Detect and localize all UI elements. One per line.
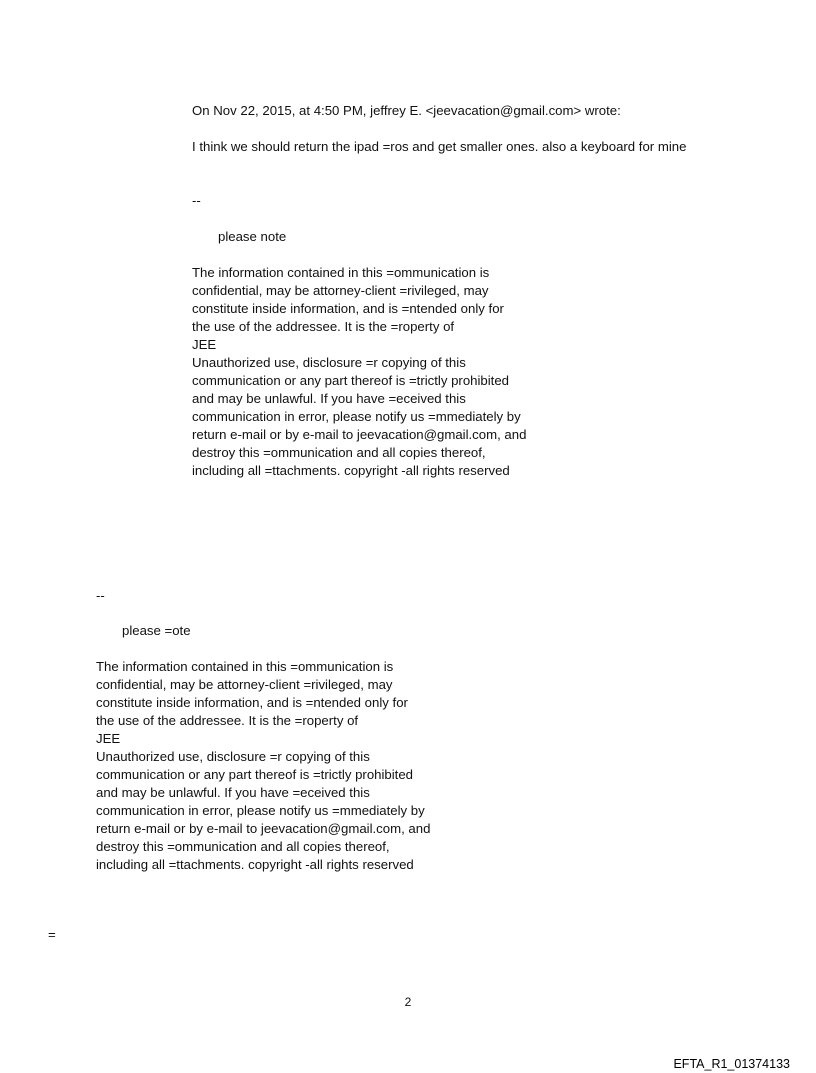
disclaimer-line: destroy this =ommunication and all copies thereof, bbox=[96, 839, 390, 854]
disclaimer-line: constitute inside information, and is =ntended only for bbox=[192, 301, 504, 316]
quoted-note-heading: please note bbox=[218, 229, 287, 244]
disclaimer-line: return e-mail or by e-mail to jeevacation@gmail.com, and bbox=[96, 821, 431, 836]
outer-note-heading: please =ote bbox=[122, 623, 191, 638]
disclaimer-line: communication in error, please notify us =mmediately by bbox=[192, 409, 521, 424]
disclaimer-line: communication or any part thereof is =trictly prohibited bbox=[192, 373, 510, 388]
outer-signature-separator: -- bbox=[96, 588, 105, 603]
disclaimer-line: confidential, may be attorney-client =rivileged, may bbox=[96, 677, 393, 692]
disclaimer-line: the use of the addressee. It is the =roperty of bbox=[192, 319, 455, 334]
disclaimer-line: JEE bbox=[96, 731, 121, 746]
disclaimer-line: The information contained in this =ommunication is bbox=[96, 659, 394, 674]
quoted-signature-separator: -- bbox=[192, 193, 201, 208]
disclaimer-line: Unauthorized use, disclosure =r copying of this bbox=[192, 355, 466, 370]
disclaimer-line: including all =ttachments. copyright -all rights reserved bbox=[96, 857, 414, 872]
disclaimer-line: JEE bbox=[192, 337, 217, 352]
disclaimer-line: destroy this =ommunication and all copies thereof, bbox=[192, 445, 486, 460]
disclaimer-line: communication in error, please notify us =mmediately by bbox=[96, 803, 425, 818]
trailing-marker: = bbox=[48, 927, 56, 942]
quoted-message-body: I think we should return the ipad =ros and get smaller ones. also a keyboard for mine bbox=[192, 139, 687, 154]
disclaimer-line: including all =ttachments. copyright -all rights reserved bbox=[192, 463, 510, 478]
quoted-disclaimer bbox=[192, 264, 526, 480]
disclaimer-line: Unauthorized use, disclosure =r copying of this bbox=[96, 749, 370, 764]
bates-number: EFTA_R1_01374133 bbox=[673, 1057, 790, 1071]
page-number: 2 bbox=[404, 995, 412, 1009]
disclaimer-line: The information contained in this =ommunication is bbox=[192, 265, 490, 280]
disclaimer-line: confidential, may be attorney-client =rivileged, may bbox=[192, 283, 489, 298]
disclaimer-line: and may be unlawful. If you have =eceived this bbox=[192, 391, 466, 406]
disclaimer-line: the use of the addressee. It is the =roperty of bbox=[96, 713, 359, 728]
disclaimer-line: return e-mail or by e-mail to jeevacation@gmail.com, and bbox=[192, 427, 527, 442]
outer-disclaimer bbox=[96, 658, 430, 874]
disclaimer-line: and may be unlawful. If you have =eceived this bbox=[96, 785, 370, 800]
quoted-header: On Nov 22, 2015, at 4:50 PM, jeffrey E. <jeevacation@gmail.com> wrote: bbox=[192, 103, 621, 118]
disclaimer-line: communication or any part thereof is =trictly prohibited bbox=[96, 767, 414, 782]
disclaimer-line: constitute inside information, and is =ntended only for bbox=[96, 695, 408, 710]
